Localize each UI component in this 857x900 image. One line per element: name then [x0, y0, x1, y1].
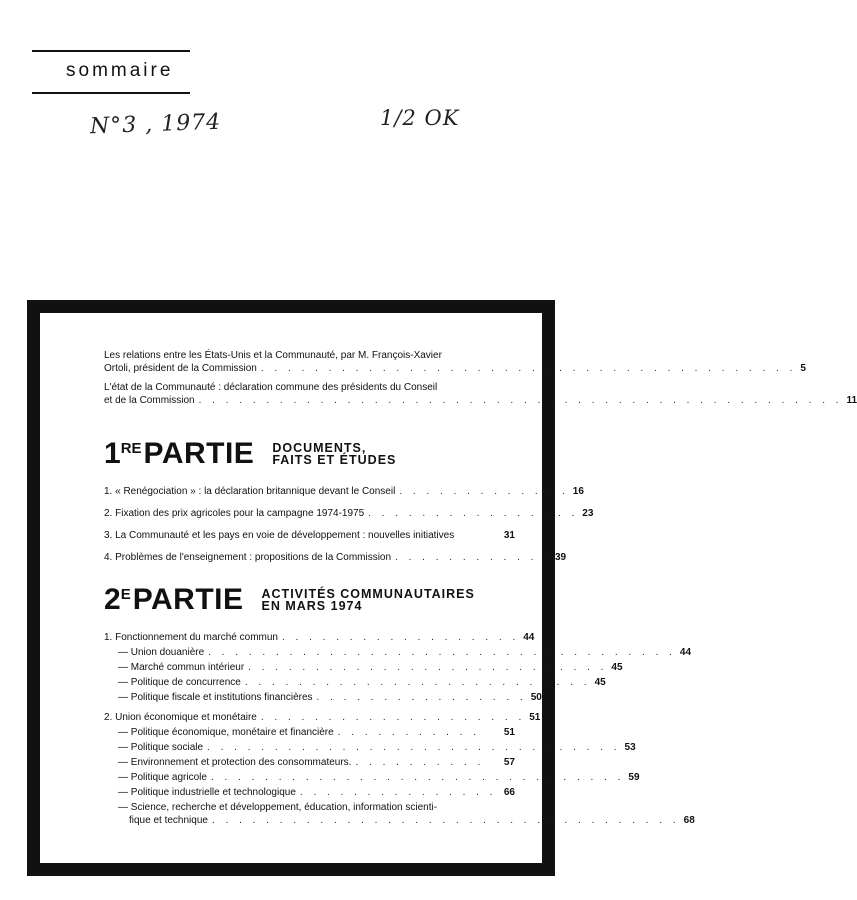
dot-leader: . . . . . . . . . . . . . . . . . . . . . . . . . . . . . . . . . . . [208, 647, 676, 658]
toc-entry-text: 4. Problèmes de l'enseignement : propositions de la Commission [104, 552, 392, 563]
toc-page-number: 50 [530, 692, 542, 703]
part-subtitle-line: FAITS ET ÉTUDES [272, 453, 397, 467]
dot-leader: . . . . . . . . . . . [337, 727, 481, 738]
toc-subentry [104, 801, 695, 827]
toc-page-number: 57 [503, 757, 515, 768]
header-top-rule [32, 50, 190, 52]
toc-page-number: 16 [572, 486, 584, 497]
part-ordinal-suffix: RE [120, 440, 142, 457]
toc-entry-text: — Politique industrielle et technologique [118, 787, 296, 798]
dot-leader: . . . . . . . . . . . . . . . [299, 787, 497, 798]
dot-leader: . . . . . . . . . . . . . . . . . . . . . . . . . . . [248, 662, 608, 673]
toc-subentry [104, 726, 515, 739]
part-subtitle-line: ACTIVITÉS COMMUNAUTAIRES [261, 587, 475, 601]
toc-entry-text: 2. Fixation des prix agricoles pour la campagne 1974-1975 [104, 508, 365, 519]
toc-entry-text: — Environnement et protection des consommateurs. [118, 757, 352, 768]
toc-page-number: 31 [503, 530, 515, 541]
part2-section2 [104, 711, 695, 827]
dot-leader: . . . . . . . . . . . . . [399, 486, 569, 497]
contents-box [27, 300, 857, 876]
toc-entry-text: — Politique sociale [118, 742, 204, 753]
toc-subentry [104, 661, 623, 674]
toc-page-number: 44 [679, 647, 692, 658]
toc-entry-text: — Marché commun intérieur [118, 662, 245, 673]
toc-entry [104, 529, 515, 542]
toc-entry-text: 1. « Renégociation » : la déclaration britannique devant le Conseil [104, 486, 396, 497]
toc-page-number: 39 [554, 552, 567, 563]
toc-entry-text: fique et technique [129, 815, 208, 826]
dot-leader: . . . . . . . . . . . . . . . . [368, 508, 579, 519]
part1-heading [104, 437, 397, 470]
dot-leader: . . . . . . . . . . . . . . . . . . . . . . . . . . [244, 677, 591, 688]
toc-entry-text: 2. Union économique et monétaire [104, 712, 257, 723]
part2-heading [104, 583, 475, 616]
toc-page-number: 68 [683, 815, 695, 826]
toc-subentry [104, 786, 515, 799]
part-subtitle-line: DOCUMENTS, [272, 441, 367, 455]
toc-subentry [104, 756, 515, 769]
dot-leader: . . . . . . . . . . . . . . . . . . . . . . . . . . . . . . . . . . . . . . . . [260, 363, 797, 374]
dot-leader: . . . . . . . . . . . . . . . . . . . . . . . . . . . . . . . . . . . [211, 815, 680, 826]
toc-page-number: 53 [624, 742, 636, 753]
dot-leader: . . . . . . . . . . . . [395, 552, 551, 563]
toc-entry-text: — Union douanière [118, 647, 205, 658]
dot-leader: . . . . . . . . . . . . . . . . . . [281, 632, 520, 643]
toc-page-number: 51 [529, 712, 541, 723]
toc-subentry [104, 676, 606, 689]
toc-subentry [104, 741, 636, 754]
toc-entry-text: 3. La Communauté et les pays en voie de développement : nouvelles initiatives [104, 530, 455, 541]
toc-entry-text: Les relations entre les États-Unis et la Communauté, par M. François-Xavier [104, 350, 442, 361]
toc-entry [104, 507, 594, 520]
toc-entry [104, 381, 857, 407]
part-ordinal-suffix: E [120, 586, 131, 603]
toc-page-number: 11 [846, 395, 857, 406]
toc-entry [104, 551, 567, 564]
handwritten-issue-note: N°3 , 1974 [89, 109, 222, 140]
part-subtitle [272, 442, 396, 467]
toc-entry-text: — Science, recherche et développement, éducation, information scienti- [118, 802, 438, 813]
toc-subentry [104, 771, 640, 784]
toc-page-number: 51 [503, 727, 515, 738]
toc-entry-text: 1. Fonctionnement du marché commun [104, 632, 278, 643]
toc-entry-text: — Politique de concurrence [118, 677, 241, 688]
toc-subentry [104, 646, 692, 659]
toc-section-title [104, 711, 541, 724]
part2-section1 [104, 631, 692, 704]
dot-leader: . . . . . . . . . . . . . . . . . . . . [260, 712, 526, 723]
part-number: 1 [104, 437, 121, 470]
toc-section-title [104, 631, 535, 644]
toc-page-number: 66 [503, 787, 515, 798]
dot-leader: . . . . . . . . . . . . . . . . . . . . . . . . . . . . . . . . . . . . . . . . . . . . . . . . [198, 395, 843, 406]
toc-entry-text: Ortoli, président de la Commission [104, 363, 257, 374]
toc-entry-text: et de la Commission [104, 395, 195, 406]
part-subtitle-line: EN MARS 1974 [261, 599, 363, 613]
part-word: PARTIE [143, 437, 255, 470]
dot-leader: . . . . . . . . . . . . . . . . [316, 692, 527, 703]
toc-entry-text: L'état de la Communauté : déclaration commune des présidents du Conseil [104, 382, 438, 393]
toc-entry [104, 349, 806, 375]
part-number: 2 [104, 583, 121, 616]
toc-page-number: 44 [523, 632, 535, 643]
intro-entries [104, 349, 857, 407]
toc-subentry [104, 691, 542, 704]
toc-page-number: 23 [582, 508, 594, 519]
toc-page-number: 5 [800, 363, 806, 374]
handwritten-ok-note: 1/2 OK [380, 106, 460, 130]
part1-entries [104, 485, 594, 564]
toc-entry-text: — Politique agricole [118, 772, 207, 783]
part-word: PARTIE [132, 583, 244, 616]
header-bottom-rule [32, 92, 190, 94]
dot-leader: . . . . . . . . . . . . . . . . . . . . . . . . . . . . . . . [207, 742, 621, 753]
toc-entry-text: — Politique fiscale et institutions financières [118, 692, 313, 703]
dot-leader: . . . . . . . . . . [355, 757, 485, 768]
toc-page-number: 59 [628, 772, 640, 783]
toc-entry-text: — Politique économique, monétaire et financière [118, 727, 334, 738]
toc-page-number: 45 [594, 677, 606, 688]
page-title: sommaire [66, 60, 174, 81]
part-subtitle [262, 588, 475, 613]
dot-leader: . . . . . . . . . . . . . . . . . . . . . . . . . . . . . . . [210, 772, 625, 783]
toc-entry [104, 485, 584, 498]
toc-page-number: 45 [611, 662, 623, 673]
